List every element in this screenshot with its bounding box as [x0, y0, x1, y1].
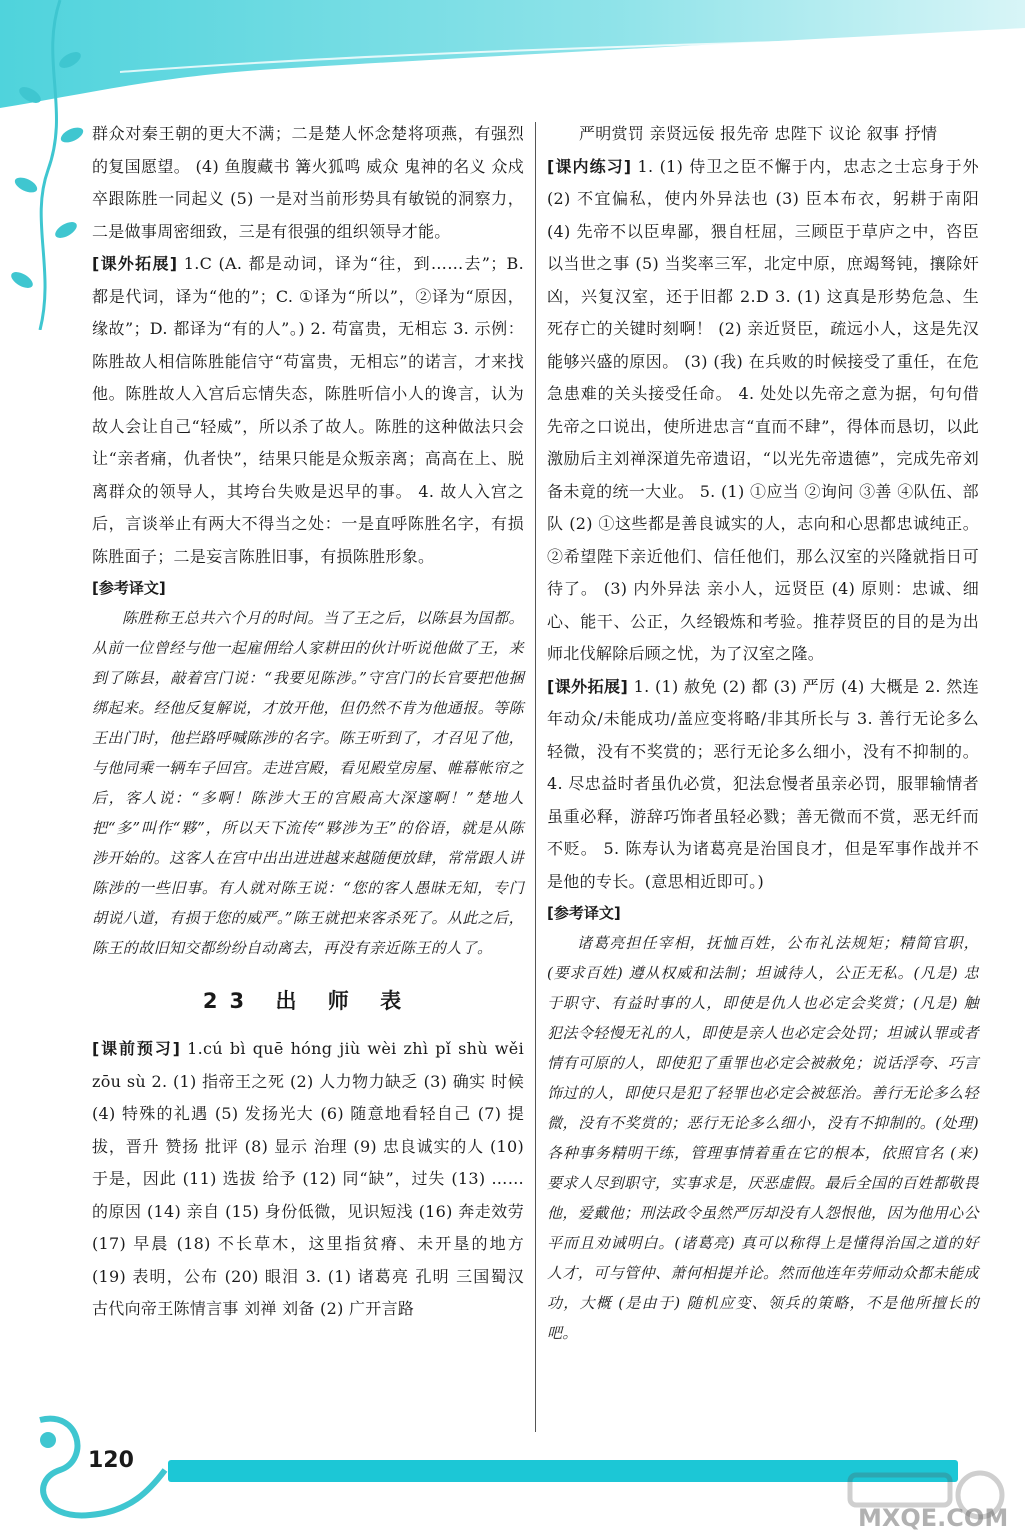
left-answer-continuation: 群众对秦王朝的更大不满；二是楚人怀念楚将项燕，有强烈的复国愿望。 (4) 鱼腹藏书 篝火狐鸣 威众 鬼神的名义 众戍卒跟陈胜一同起义 (5) 一是对当前形势具有敏锐的洞察力，二是做事周密细致，三是有很强的组织领导才能。 — [92, 124, 524, 241]
preview-answers: 1.cú bì quē hóng jiù wèi zhì pǐ shù wěi zōu sù 2. (1) 指帝王之死 (2) 人力物力缺乏 (3) 确实 时候 (4) 特殊的礼遇 (5) 发扬光大 (6) 随意地看轻自己 (7) 提拔，晋升 赞扬 批评 (8) 显示 治理 (9) 忠良诚实的人 (10) 于是，因此 (11) 选拔 给予 (12) 同“缺”，过失 (13) ……的原因 (14) 亲自 (15) 身份低微，见识短浅 (16) 奔走效劳 (17) 早晨 (18) 不长草木，这里指贫瘠、未开垦的地方 (19) 表明，公布 (20) 眼泪 3. (1) 诸葛亮 孔明 三国蜀汉 古代向帝王陈情言事 刘禅 刘备 (2) 广开言路 — [92, 1039, 524, 1318]
preview-label: [课前预习] — [92, 1039, 181, 1058]
lesson-title: 23 出 师 表 — [202, 989, 414, 1013]
right-extension-section — [547, 671, 979, 899]
preview-section — [92, 1033, 524, 1326]
practice-label: [课内练习] — [547, 156, 632, 176]
practice-answers: 1. (1) 侍卫之臣不懈于内，忠志之士忘身于外 (2) 不宜偏私，使内外异法也 (3) 臣本布衣，躬耕于南阳 (4) 先帝不以臣卑鄙，猥自枉屈，三顾臣于草庐之中，咨臣以当世之事 (5) 当奖率三军，北定中原，庶竭驽钝，攘除奸凶，兴复汉室，还于旧都 2.D 3. (1) 这真是形势危急、生死存亡的关键时刻啊！ (2) 亲近贤臣，疏远小人，这是先汉能够兴盛的原因。 (3) (我) 在兵败的时候接受了重任，在危急患难的关头接受任命。 4. 处处以先帝之意为据，句句借先帝之口说出，使所进忠言“直而不肆”，得体而恳切，以此激励后主刘禅深道先帝遗诏，“以光先帝遗德”，完成先帝刘备未竟的统一大业。 5. (1) ①应当 ②询问 ③善 ④队伍、部队 (2) ①这些都是善良诚实的人，志向和心思都忠诚纯正。 ②希望陛下亲近他们、信任他们，那么汉室的兴隆就指日可待了。 (3) 内外异法 亲小人，远贤臣 (4) 原则：忠诚、细心、能干、公正，久经锻炼和考验。推荐贤臣的目的是为出师北伐解除后顾之忧，为了汉室之隆。 — [547, 156, 979, 663]
column-divider — [535, 122, 536, 1432]
watermark-text: MXQE.COM — [858, 1504, 1009, 1532]
extension-answers: 1.C (A. 都是动词，译为“往，到……去”；B. 都是代词，译为“他的”；C. ①译为“所以”，②译为“原因，缘故”；D. 都译为“有的人”。) 2. 苟富贵，无相忘 3. 示例：陈胜故人相信陈胜能信守“苟富贵，无相忘”的诺言，才来找他。陈胜故人入宫后忘情失态，陈胜听信小人的谗言，认为故人会让自己“轻威”，所以杀了故人。陈胜的这种做法只会让“亲者痛，仇者快”，结果只能是众叛亲离；高高在上、脱离群众的领导人，其垮台失败是迟早的事。 4. 故人入宫之后，言谈举止有两大不得当之处：一是直呼陈胜名字，有损陈胜面子；二是妄言陈胜旧事，有损陈胜形象。 — [92, 254, 524, 566]
left-reference-label: [参考译文] — [92, 579, 166, 597]
practice-section — [547, 151, 979, 671]
right-extension-answers: 1. (1) 赦免 (2) 都 (3) 严厉 (4) 大概是 2. 然连年动众/未能成功/盖应变将略/非其所长与 3. 善行无论多么轻微，没有不奖赏的；恶行无论多么细小，没有不抑制的。 4. 尽忠益时者虽仇必赏，犯法怠慢者虽亲必罚，服罪输情者虽重必释，游辞巧饰者虽轻必戮；善无微而不赏，恶无纤而不贬。 5. 陈寿认为诸葛亮是治国良才，但是军事作战并不是他的专长。(意思相近即可。) — [547, 676, 979, 891]
right-answer-continuation: 严明赏罚 亲贤远佞 报先帝 忠陛下 议论 叙事 抒情 — [579, 124, 938, 143]
right-reference-translation: 诸葛亮担任宰相，抚恤百姓，公布礼法规矩；精简官职，(要求百姓) 遵从权威和法制；坦诚待人，公正无私。(凡是) 忠于职守、有益时事的人，即使是仇人也必定会奖赏；(凡是) 触犯法令轻慢无礼的人，即使是亲人也必定会处罚；坦诚认罪或者情有可原的人，即使犯了重罪也必定会被赦免；说话浮夸、巧言饰过的人，即使只是犯了轻罪也必定会被惩治。善行无论多么轻微，没有不奖赏的；恶行无论多么细小，没有不抑制的。(处理) 各种事务精明干练，管理事情着重在它的根本，依照官名 (来) 要求人尽到职守，实事求是，厌恶虚假。最后全国的百姓都敬畏他，爱戴他；刑法政令虽然严厉却没有人怨恨他，因为他用心公平而且劝诫明白。(诸葛亮) 真可以称得上是懂得治国之道的好人才，可与管仲、萧何相提并论。然而他连年劳师动众都未能成功，大概 (是由于) 随机应变、领兵的策略，不是他所擅长的吧。 — [547, 934, 979, 1342]
page-number: 120 — [88, 1448, 134, 1473]
header-banner — [0, 0, 1025, 110]
right-extension-label: [课外拓展] — [547, 676, 629, 696]
right-reference-label: [参考译文] — [547, 904, 621, 922]
right-column — [547, 118, 979, 1348]
left-column — [92, 118, 524, 1326]
left-reference-translation: 陈胜称王总共六个月的时间。当了王之后，以陈县为国都。从前一位曾经与他一起雇佣给人家耕田的伙计听说他做了王，来到了陈县，敲着宫门说：“我要见陈涉。”守宫门的长官要把他捆绑起来。经他反复解说，才放开他，但仍然不肯为他通报。等陈王出门时，他拦路呼喊陈涉的名字。陈王听到了，才召见了他，与他同乘一辆车子回宫。走进宫殿，看见殿堂房屋、帷幕帐帘之后，客人说：“多啊！陈涉大王的宫殿高大深邃啊！”楚地人把“多”叫作“夥”，所以天下流传“夥涉为王”的俗语，就是从陈涉开始的。这客人在宫中出出进进越来越随便放肆，常常跟人讲陈涉的一些旧事。有人就对陈王说：“您的客人愚昧无知，专门胡说八道，有损于您的威严。”陈王就把来客杀死了。从此之后，陈王的故旧知交都纷纷自动离去，再没有亲近陈王的人了。 — [92, 609, 524, 957]
extension-label: [课外拓展] — [92, 254, 178, 273]
left-extension-section — [92, 248, 524, 573]
